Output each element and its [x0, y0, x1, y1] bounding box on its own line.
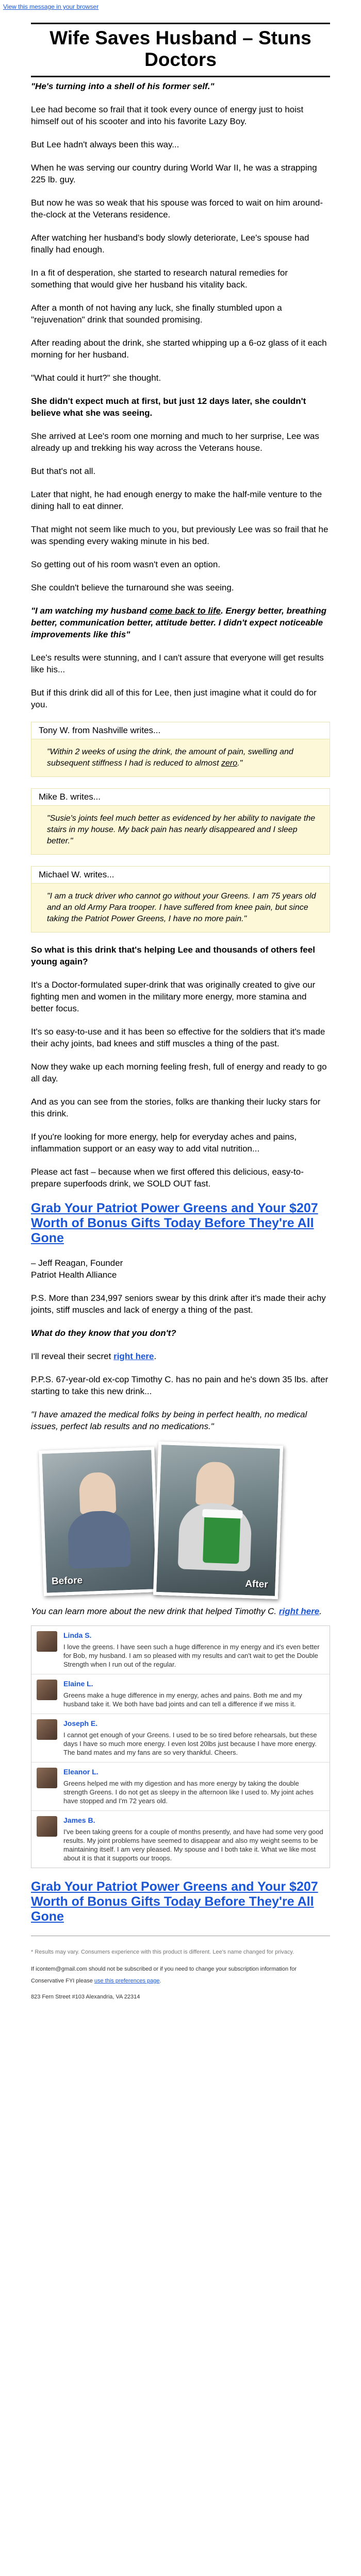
lead-quote: "He's turning into a shell of his former self." [31, 81, 215, 91]
testimonial-text [31, 884, 330, 932]
paragraph: Now they wake up each morning feeling fresh, full of energy and ready to go all day. [31, 1062, 327, 1083]
review-content [63, 1680, 324, 1708]
headline-divider [31, 76, 330, 77]
avatar [37, 1719, 57, 1740]
testimonial-box [31, 788, 330, 855]
paragraph: But now he was so weak that his spouse was forced to wait on him around-the-clock at the Veterans residence. [31, 198, 323, 219]
review-item [31, 1714, 330, 1762]
paragraph: After reading about the drink, she started whipping up a 6-oz glass of it each morning for her husband. [31, 338, 327, 360]
paragraph: But that's not all. [31, 466, 96, 476]
paragraph: After watching her husband's body slowly deteriorate, Lee's spouse had finally had enough. [31, 233, 309, 255]
after-photo[interactable] [153, 1442, 283, 1599]
paragraph-bold: She didn't expect much at first, but just 12 days later, she couldn't believe what she was seeing. [31, 396, 306, 418]
paragraph: When he was serving our country during World War II, he was a strapping 225 lb. guy. [31, 163, 317, 184]
reviews-list [31, 1625, 330, 1868]
spouse-quote-underline: come back to life [150, 606, 221, 616]
results-disclaimer: * Results may vary. Consumers experience with this product is different. Lee's name changed for privacy. [31, 1949, 294, 1955]
testimonial-text [31, 739, 330, 776]
product-jar [203, 1513, 240, 1564]
reveal-text: I'll reveal their secret [31, 1351, 114, 1361]
testimonial-text [31, 806, 330, 854]
paragraph: Lee's results were stunning, and I can't assure that everyone will get results like his... [31, 653, 324, 674]
paragraph: So getting out of his room wasn't even an option. [31, 560, 221, 569]
unsubscribe-text: . [159, 1978, 161, 1984]
avatar [37, 1631, 57, 1652]
top-divider [31, 23, 330, 24]
top-bar [0, 0, 361, 13]
testimonial-author: Mike B. writes... [31, 789, 330, 806]
ps-paragraph: P.S. More than 234,997 seniors swear by this drink after it's made their achy joints, stiff muscles and lack of energy a thing of the past. [31, 1293, 326, 1315]
footer [31, 1939, 330, 2008]
testimonial-text-part: "Susie's joints feel much better as evidenced by her ability to navigate the stairs in my house. My back pain has nearly disappeared and I sleep better." [47, 814, 316, 845]
before-photo[interactable] [39, 1447, 159, 1596]
review-text: I love the greens. I have seen such a huge difference in my energy and it's even better for Bob, my husband. I am so pleased with my results and can't wait to get the Double Strength when I run out of the regular. [63, 1643, 320, 1668]
man-figure [79, 1472, 117, 1514]
paragraph: Later that night, he had enough energy to make the half-mile venture to the dining hall to eat dinner. [31, 489, 322, 511]
paragraph: She arrived at Lee's room one morning and much to her surprise, Lee was already up and trekking his way across the Veterans house. [31, 431, 319, 453]
unsubscribe-text: If icontem@gmail.com should not be subscribed or if you need to change your subscription information for Conservative FYI please [31, 1966, 297, 1984]
spouse-quote-part: . Energy better, breathing better, communication better, attitude better. I didn't expect noticeable improvements like this" [31, 606, 326, 639]
email-body [31, 13, 330, 1936]
testimonial-box [31, 866, 330, 933]
review-item [31, 1811, 330, 1868]
paragraph: It's so easy-to-use and it has been so effective for the soldiers that it's made their achy joints, bad knees and stiff muscles a thing of the past. [31, 1027, 325, 1048]
question: What do they know that you don't? [31, 1328, 176, 1338]
testimonial-author: Tony W. from Nashville writes... [31, 722, 330, 739]
paragraph: It's a Doctor-formulated super-drink that was originally created to give our fighting men and women in the military more energy, more stamina and better focus. [31, 980, 316, 1013]
paragraph: She couldn't believe the turnaround she was seeing. [31, 583, 234, 592]
paragraph: But Lee hadn't always been this way... [31, 140, 179, 149]
signature-name: – Jeff Reagan, Founder [31, 1258, 123, 1268]
testimonial-text-part: "I am a truck driver who cannot go without your Greens. I am 75 years old and an old Army Para trooper. I have suffered from knee pain, but since taking the Patriot Power Greens, I have no more pain." [47, 892, 316, 923]
headline: Wife Saves Husband – Stuns Doctors [50, 27, 311, 70]
paragraph: "What could it hurt?" she thought. [31, 373, 161, 383]
testimonial-quote: "I have amazed the medical folks by being in perfect health, no medical issues, perfect lab results and no medications." [31, 1410, 307, 1431]
caption-text: You can learn more about the new drink that helped Timothy C. [31, 1606, 279, 1616]
testimonial-text-part: "Within 2 weeks of using the drink, the amount of pain, swelling and subsequent stiffness I had is reduced to almost [47, 748, 293, 768]
cta-link-primary[interactable]: Grab Your Patriot Power Greens and Your $207 Worth of Bonus Gifts Today Before They're All Gone [31, 1201, 318, 1245]
before-after-photos[interactable] [41, 1444, 284, 1598]
review-author: James B. [63, 1816, 95, 1824]
after-label: After [245, 1578, 269, 1590]
paragraph: And as you can see from the stories, folks are thanking their lucky stars for this drink. [31, 1097, 321, 1118]
preferences-link[interactable]: use this preferences page [94, 1978, 160, 1984]
avatar [37, 1768, 57, 1788]
review-author: Elaine L. [63, 1680, 93, 1688]
unsubscribe-notice [31, 1963, 330, 1987]
review-content [63, 1631, 324, 1669]
review-item [31, 1762, 330, 1811]
paragraph: After a month of not having any luck, she finally stumbled upon a "rejuvenation" drink that sounded promising. [31, 303, 282, 325]
product-jar-lid [202, 1509, 243, 1519]
paragraph: Please act fast – because when we first offered this delicious, easy-to-prepare superfoods drink, we SOLD OUT fast. [31, 1167, 304, 1189]
testimonial-author: Michael W. writes... [31, 867, 330, 884]
paragraph: But if this drink did all of this for Lee, then just imagine what it could do for you. [31, 688, 317, 709]
testimonial-text-underline: zero [221, 759, 238, 768]
paragraph: In a fit of desperation, she started to research natural remedies for something that would give her husband his vitality back. [31, 268, 288, 290]
spouse-quote-part: "I am watching my husband [31, 606, 150, 616]
shirt-shape [67, 1510, 131, 1569]
pps-paragraph: P.P.S. 67-year-old ex-cop Timothy C. has no pain and he's down 35 lbs. after starting to take this new drink... [31, 1375, 329, 1396]
view-in-browser-link[interactable]: View this message in your browser [3, 3, 99, 10]
caption-text: . [319, 1606, 322, 1616]
before-label: Before [51, 1575, 83, 1587]
paragraph: If you're looking for more energy, help for everyday aches and pains, inflammation support or an easy way to add vital nutrition... [31, 1132, 297, 1154]
section-heading: So what is this drink that's helping Lee and thousands of others feel young again? [31, 945, 315, 967]
review-text: Greens helped me with my digestion and has more energy by taking the double strength Greens. I do not get as sleepy in the afternoon like I used to. My joint aches have stopped and I'm 72 years old. [63, 1780, 314, 1805]
review-text: I've been taking greens for a couple of months presently, and have had some very good results. My joint problems have seemed to disappear and also my weight seems to be maintaining itself. I am very pleased. My spouse and I both take it. What we like most about it is that it supports our troops. [63, 1828, 323, 1862]
photo-caption [31, 1605, 330, 1617]
cta-link-secondary[interactable]: Grab Your Patriot Power Greens and Your $207 Worth of Bonus Gifts Today Before They're All Gone [31, 1879, 318, 1924]
reveal-paragraph [31, 1350, 330, 1362]
review-author: Joseph E. [63, 1719, 98, 1727]
testimonial-text-part: ." [237, 759, 243, 768]
review-text: Greens make a huge difference in my energy, aches and pains. Both me and my husband take it. We both have bad joints and can tell a difference if we miss it. [63, 1691, 302, 1708]
review-content [63, 1719, 324, 1757]
paragraph: That might not seem like much to you, but previously Lee was so frail that he was spending every waking minute in his bed. [31, 524, 329, 546]
reveal-text: . [154, 1351, 157, 1361]
paragraph: Lee had become so frail that it took every ounce of energy just to hoist himself out of his scooter and into his favorite Lazy Boy. [31, 105, 304, 126]
review-text: I cannot get enough of your Greens. I used to be so tired before rehearsals, but these days I have so much more energy. I even lost 20lbs just because I have more energy. The band mates and my fans are so very thankful. Cheers. [63, 1731, 317, 1756]
avatar [37, 1816, 57, 1837]
review-author: Eleanor L. [63, 1768, 99, 1776]
review-content [63, 1768, 324, 1805]
review-content [63, 1816, 324, 1862]
review-item [31, 1674, 330, 1714]
review-item [31, 1626, 330, 1674]
caption-right-here-link[interactable]: right here [278, 1606, 320, 1616]
avatar [37, 1680, 57, 1700]
testimonial-box [31, 722, 330, 777]
right-here-link[interactable]: right here [113, 1351, 154, 1361]
signature-org: Patriot Health Alliance [31, 1270, 117, 1280]
signature [31, 1257, 330, 1281]
review-author: Linda S. [63, 1631, 92, 1639]
man-figure [195, 1461, 235, 1506]
spouse-quote [31, 605, 330, 640]
postal-address: 823 Fern Street #103 Alexandria, VA 22314 [31, 1994, 140, 2000]
